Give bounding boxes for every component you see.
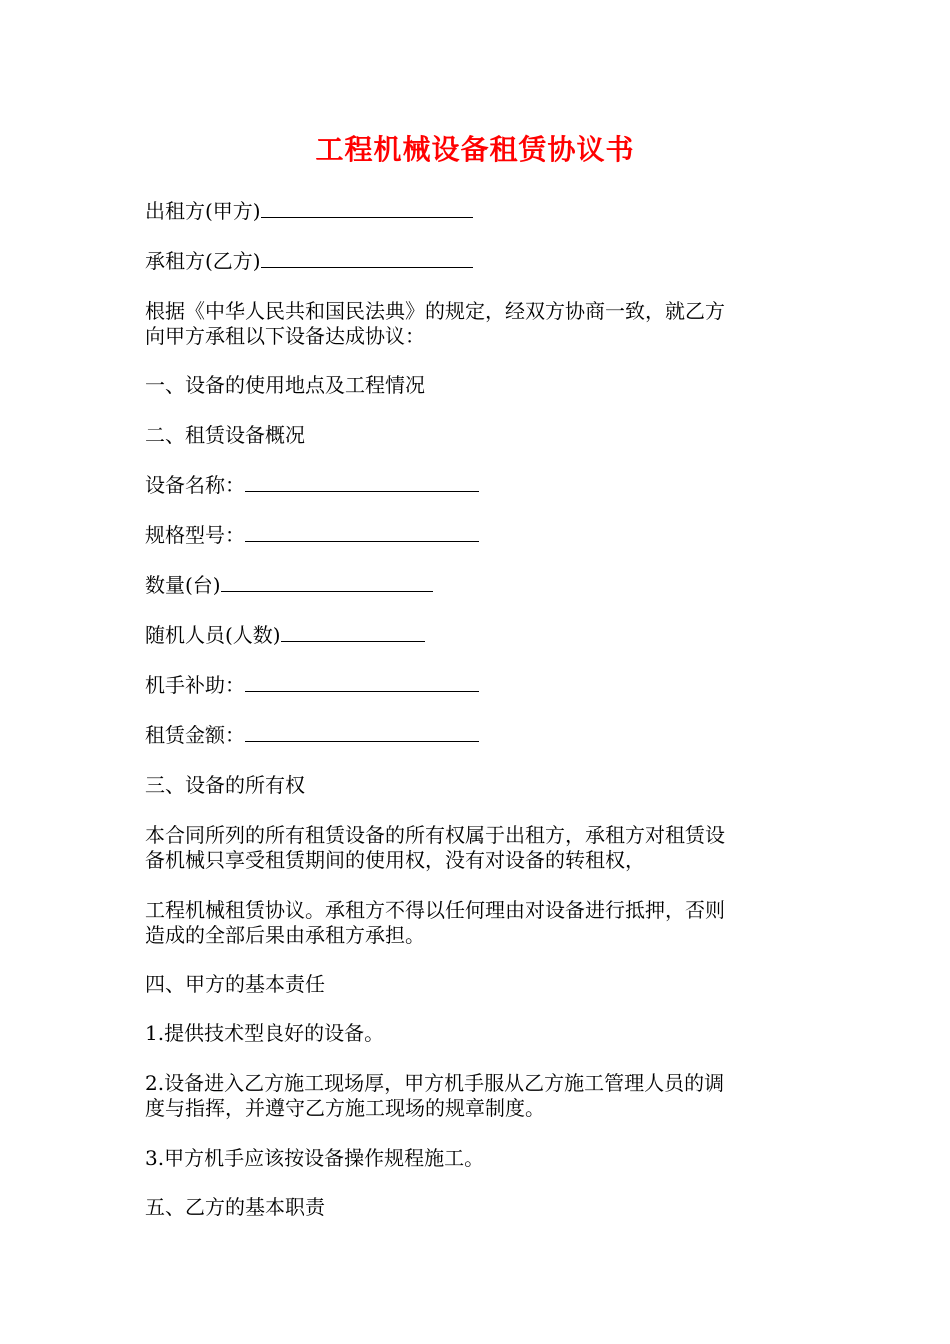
spec-model-line [145,523,810,548]
quantity-label: 数量(台) [145,573,221,597]
rent-amount-label: 租赁金额： [145,723,245,747]
duty-2-line-2: 度与指挥，并遵守乙方施工现场的规章制度。 [145,1096,545,1120]
operator-subsidy-line [145,673,810,698]
equipment-name-blank[interactable] [245,473,479,492]
section-heading-5: 五、乙方的基本职责 [145,1195,325,1219]
ownership-paragraph [145,823,810,873]
section-heading-3: 三、设备的所有权 [145,773,305,797]
lessee-blank[interactable] [261,249,473,268]
intro-line-1: 根据《中华人民共和国民法典》的规定，经双方协商一致，就乙方 [145,299,725,323]
intro-paragraph [145,299,810,349]
lessor-label: 出租方(甲方) [145,199,261,223]
duty-item-2 [145,1071,810,1121]
quantity-blank[interactable] [221,573,433,592]
lessor-blank[interactable] [261,199,473,218]
equipment-name-line [145,473,810,498]
section-heading-2: 二、租赁设备概况 [145,423,305,447]
pledge-paragraph [145,898,810,948]
lessee-line [145,249,810,274]
spec-model-label: 规格型号： [145,523,245,547]
rent-amount-blank[interactable] [245,723,479,742]
duty-2-line-1: 2.设备进入乙方施工现场厚，甲方机手服从乙方施工管理人员的调 [145,1071,725,1095]
rent-amount-line [145,723,810,748]
lessor-line [145,199,810,224]
lessee-label: 承租方(乙方) [145,249,261,273]
staff-label: 随机人员(人数) [145,623,281,647]
quantity-line [145,573,810,598]
ownership-line-1: 本合同所列的所有租赁设备的所有权属于出租方，承租方对租赁设 [145,823,725,847]
document-title: 工程机械设备租赁协议书 [315,133,635,166]
operator-subsidy-blank[interactable] [245,673,479,692]
pledge-line-2: 造成的全部后果由承租方承担。 [145,923,425,947]
pledge-line-1: 工程机械租赁协议。承租方不得以任何理由对设备进行抵押，否则 [145,898,725,922]
staff-line [145,623,810,648]
intro-line-2: 向甲方承租以下设备达成协议： [145,324,425,348]
section-heading-1: 一、设备的使用地点及工程情况 [145,373,425,397]
staff-blank[interactable] [281,623,425,642]
operator-subsidy-label: 机手补助： [145,673,245,697]
equipment-name-label: 设备名称： [145,473,245,497]
section-heading-4: 四、甲方的基本责任 [145,972,325,996]
duty-item-3: 3.甲方机手应该按设备操作规程施工。 [145,1146,485,1170]
ownership-line-2: 备机械只享受租赁期间的使用权，没有对设备的转租权， [145,848,645,872]
spec-model-blank[interactable] [245,523,479,542]
duty-item-1: 1.提供技术型良好的设备。 [145,1021,385,1045]
